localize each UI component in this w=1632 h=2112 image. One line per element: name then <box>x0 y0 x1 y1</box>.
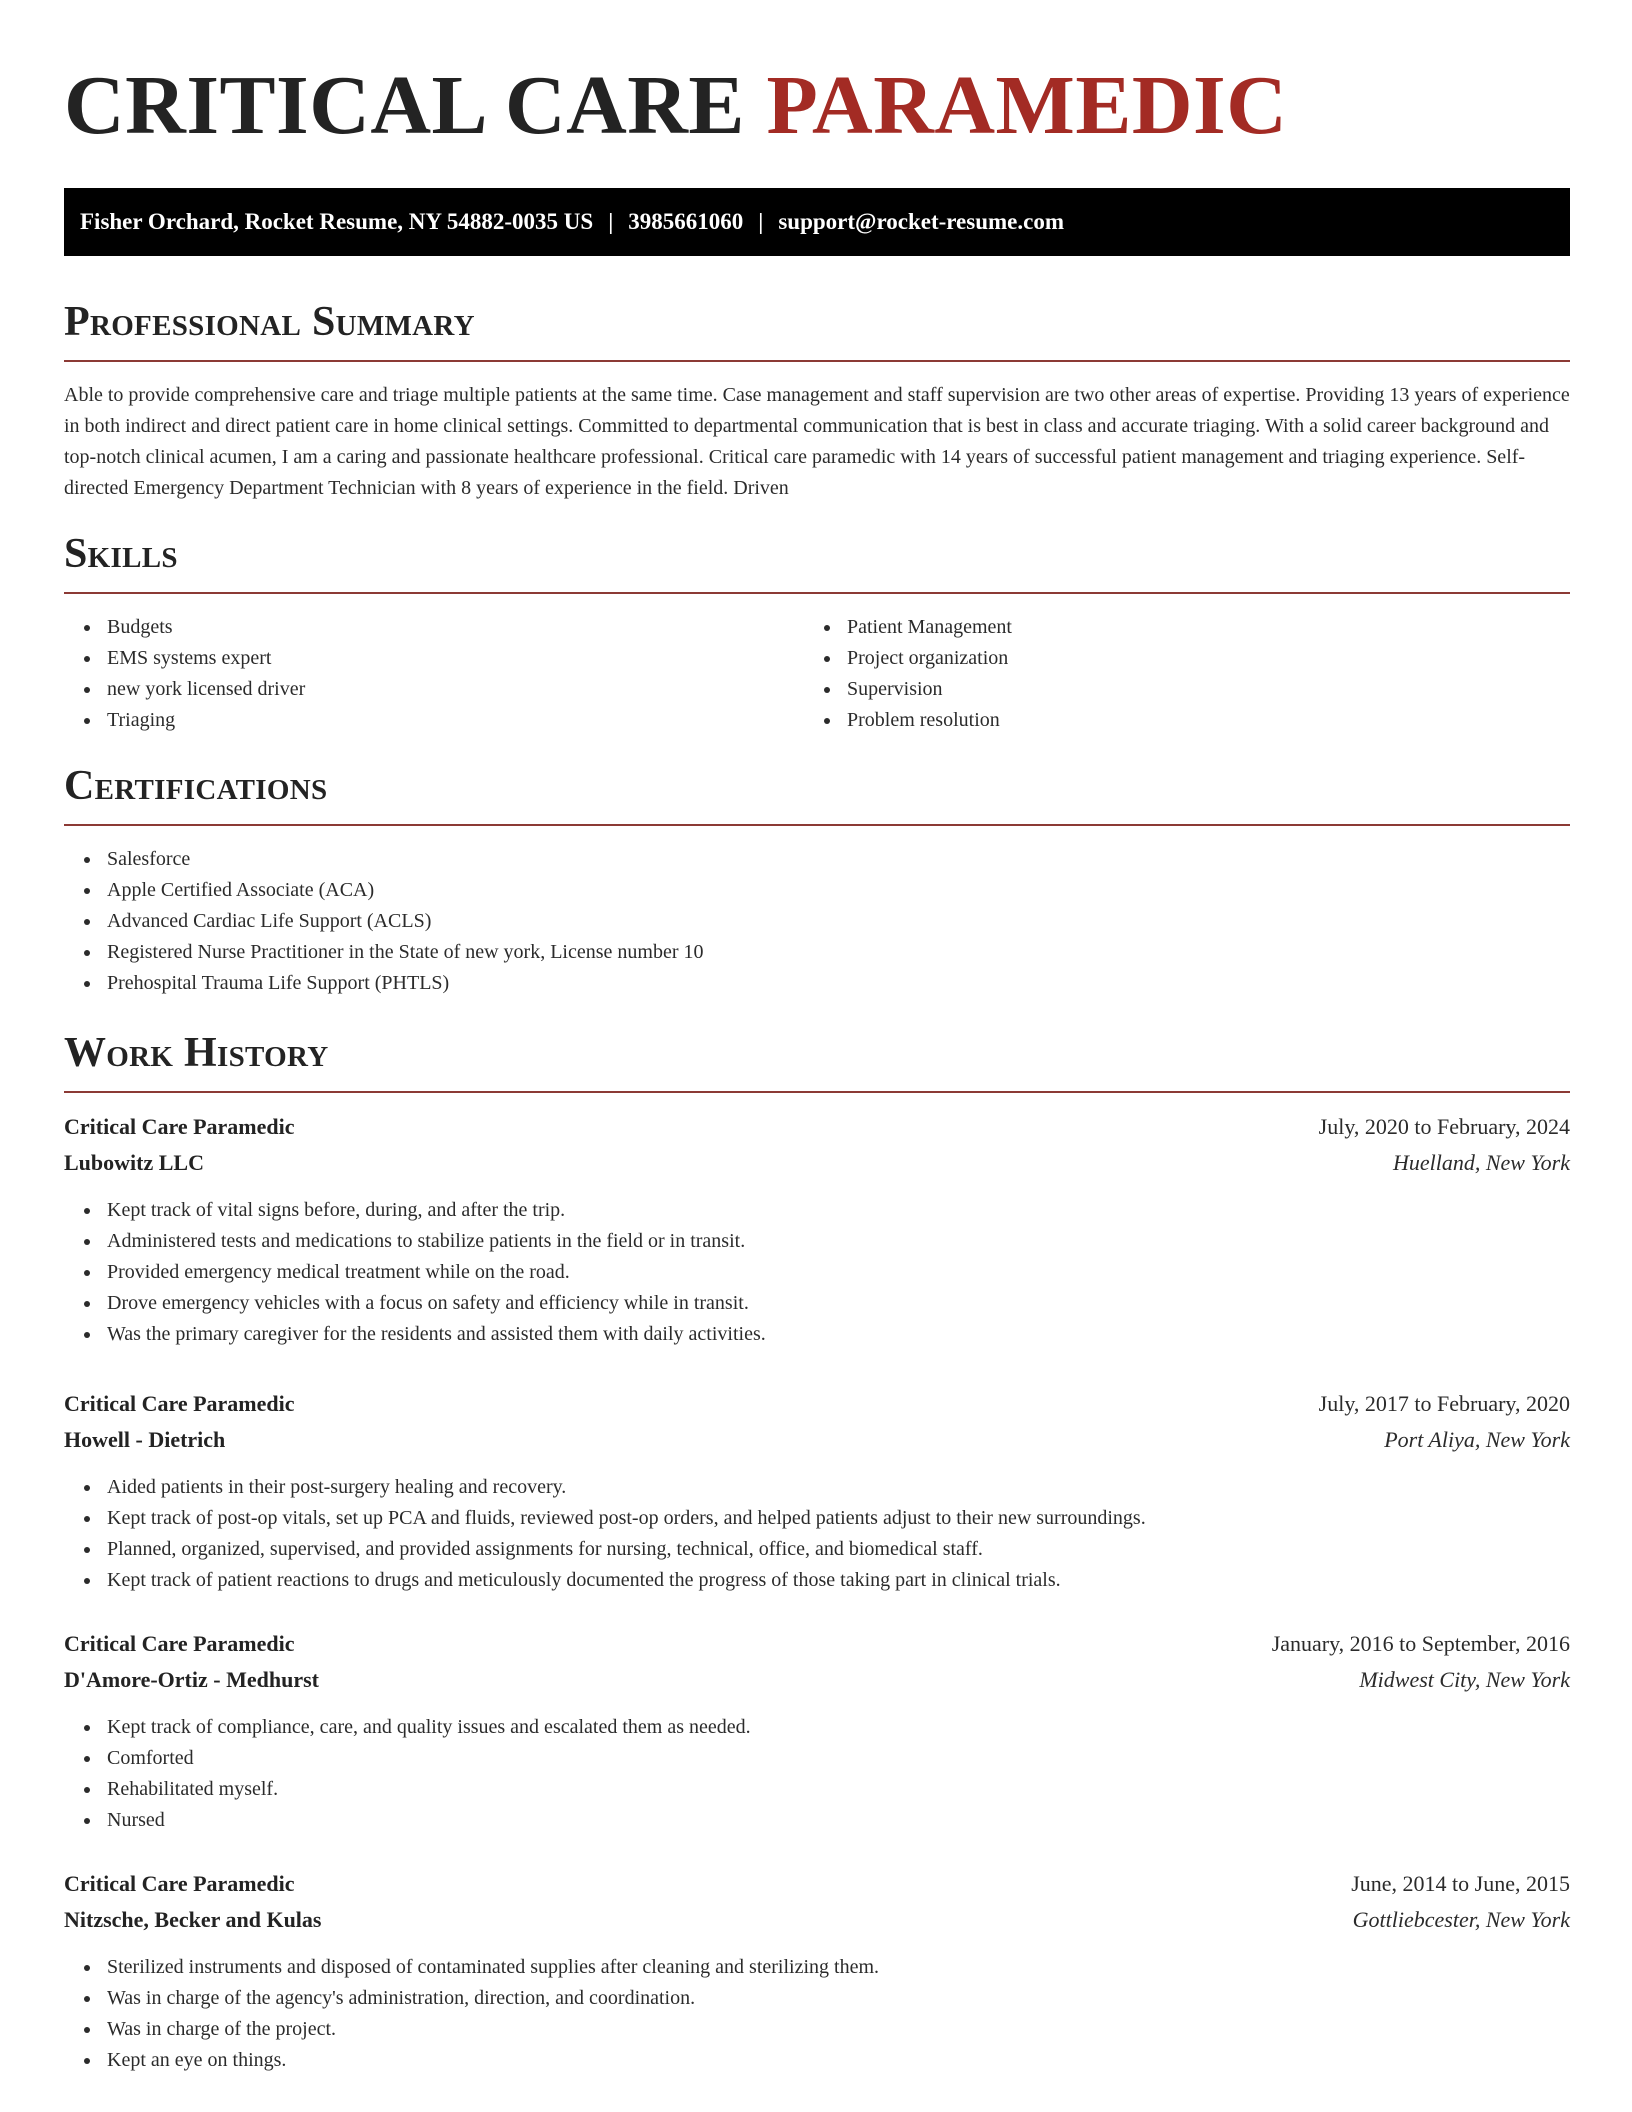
certification-item: Salesforce <box>64 844 1570 875</box>
job-dates: July, 2020 to February, 2024 <box>1318 1114 1570 1139</box>
job-duty: Planned, organized, supervised, and provided assignments for nursing, technical, office, and biomedical staff. <box>64 1534 1570 1565</box>
job-duty: Sterilized instruments and disposed of contaminated supplies after cleaning and sterilizing them. <box>64 1952 1570 1983</box>
job-location: Midwest City, New York <box>1359 1667 1570 1692</box>
job-entry <box>64 1626 1570 1836</box>
skill-item: EMS systems expert <box>64 643 804 674</box>
job-title: Critical Care Paramedic <box>64 1871 295 1896</box>
section-divider <box>64 824 1570 826</box>
job-company: Nitzsche, Becker and Kulas <box>64 1907 322 1932</box>
section-divider <box>64 360 1570 362</box>
job-entry <box>64 1109 1570 1350</box>
job-duty: Kept track of patient reactions to drugs and meticulously documented the progress of those taking part in clinical trials. <box>64 1565 1570 1596</box>
job-duties <box>64 1712 1570 1836</box>
contact-separator: | <box>608 209 614 234</box>
contact-bar <box>64 188 1570 256</box>
job-header <box>64 1626 1570 1662</box>
skill-item: Budgets <box>64 612 804 643</box>
skill-item: Triaging <box>64 705 804 736</box>
certifications-section <box>64 762 1570 999</box>
section-divider <box>64 1091 1570 1093</box>
job-location: Port Aliya, New York <box>1384 1427 1570 1452</box>
title-main: CRITICAL CARE <box>64 59 745 152</box>
summary-section <box>64 298 1570 504</box>
job-duties <box>64 1952 1570 2076</box>
job-company: Howell - Dietrich <box>64 1427 226 1452</box>
job-duty: Rehabilitated myself. <box>64 1774 1570 1805</box>
job-title: Critical Care Paramedic <box>64 1391 295 1416</box>
certification-item: Apple Certified Associate (ACA) <box>64 875 1570 906</box>
job-subheader <box>64 1422 1570 1458</box>
title-accent: PARAMEDIC <box>766 59 1288 152</box>
contact-phone[interactable]: 3985661060 <box>628 209 744 234</box>
job-location: Huelland, New York <box>1392 1150 1570 1175</box>
job-duty: Was in charge of the project. <box>64 2014 1570 2045</box>
job-duties <box>64 1195 1570 1350</box>
job-subheader <box>64 1662 1570 1698</box>
skill-item: Project organization <box>804 643 1544 674</box>
job-title: Critical Care Paramedic <box>64 1631 295 1656</box>
certification-item: Registered Nurse Practitioner in the State of new york, License number 10 <box>64 937 1570 968</box>
job-subheader <box>64 1902 1570 1938</box>
section-heading-certifications: Certifications <box>64 763 328 809</box>
job-entry <box>64 1866 1570 2076</box>
work-history-section <box>64 1029 1570 2076</box>
job-entry <box>64 1386 1570 1596</box>
resume-title <box>64 58 1570 154</box>
contact-separator: | <box>758 209 764 234</box>
certification-item: Advanced Cardiac Life Support (ACLS) <box>64 906 1570 937</box>
job-header <box>64 1109 1570 1145</box>
job-header <box>64 1386 1570 1422</box>
skill-item: new york licensed driver <box>64 674 804 705</box>
section-heading-summary: Professional Summary <box>64 299 475 345</box>
job-dates: July, 2017 to February, 2020 <box>1318 1391 1570 1416</box>
skill-item: Problem resolution <box>804 705 1544 736</box>
skill-item: Patient Management <box>804 612 1544 643</box>
job-duty: Nursed <box>64 1805 1570 1836</box>
job-location: Gottliebcester, New York <box>1352 1907 1570 1932</box>
contact-address: Fisher Orchard, Rocket Resume, NY 54882-0035 US <box>80 209 594 234</box>
contact-email[interactable]: support@rocket-resume.com <box>778 209 1064 234</box>
job-duty: Administered tests and medications to stabilize patients in the field or in transit. <box>64 1226 1570 1257</box>
section-heading-work-history: Work History <box>64 1030 329 1076</box>
job-title: Critical Care Paramedic <box>64 1114 295 1139</box>
job-company: D'Amore-Ortiz - Medhurst <box>64 1667 319 1692</box>
section-divider <box>64 592 1570 594</box>
job-duty: Comforted <box>64 1743 1570 1774</box>
resume-page <box>64 0 1570 2076</box>
skill-item: Supervision <box>804 674 1544 705</box>
skills-list-right <box>804 612 1544 736</box>
job-duty: Aided patients in their post-surgery healing and recovery. <box>64 1472 1570 1503</box>
job-duty: Was in charge of the agency's administration, direction, and coordination. <box>64 1983 1570 2014</box>
certifications-list <box>64 844 1570 999</box>
job-duty: Kept track of post-op vitals, set up PCA and fluids, reviewed post-op orders, and helped patients adjust to their new surroundings. <box>64 1503 1570 1534</box>
skills-section <box>64 530 1570 736</box>
job-duty: Was the primary caregiver for the residents and assisted them with daily activities. <box>64 1319 1570 1350</box>
job-dates: January, 2016 to September, 2016 <box>1271 1631 1570 1656</box>
job-header <box>64 1866 1570 1902</box>
job-subheader <box>64 1145 1570 1181</box>
summary-text: Able to provide comprehensive care and triage multiple patients at the same time. Case management and staff supervision are two other areas of expertise. Providing 13 years of experience in both indirect and direct patient care in home clinical settings. Committed to departmental communication that is best in class and accurate triaging. With a solid career background and top-notch clinical acumen, I am a caring and passionate healthcare professional. Critical care paramedic with 14 years of successful patient management and triaging experience. Self-directed Emergency Department Technician with 8 years of experience in the field. Driven <box>64 384 1570 499</box>
section-heading-skills: Skills <box>64 531 178 577</box>
job-duty: Kept track of compliance, care, and quality issues and escalated them as needed. <box>64 1712 1570 1743</box>
job-duty: Provided emergency medical treatment while on the road. <box>64 1257 1570 1288</box>
skills-list-left <box>64 612 804 736</box>
job-duty: Kept track of vital signs before, during, and after the trip. <box>64 1195 1570 1226</box>
job-company: Lubowitz LLC <box>64 1150 204 1175</box>
skills-grid <box>64 612 1570 736</box>
job-duty: Drove emergency vehicles with a focus on safety and efficiency while in transit. <box>64 1288 1570 1319</box>
job-duty: Kept an eye on things. <box>64 2045 1570 2076</box>
job-duties <box>64 1472 1570 1596</box>
certification-item: Prehospital Trauma Life Support (PHTLS) <box>64 968 1570 999</box>
job-dates: June, 2014 to June, 2015 <box>1351 1871 1570 1896</box>
